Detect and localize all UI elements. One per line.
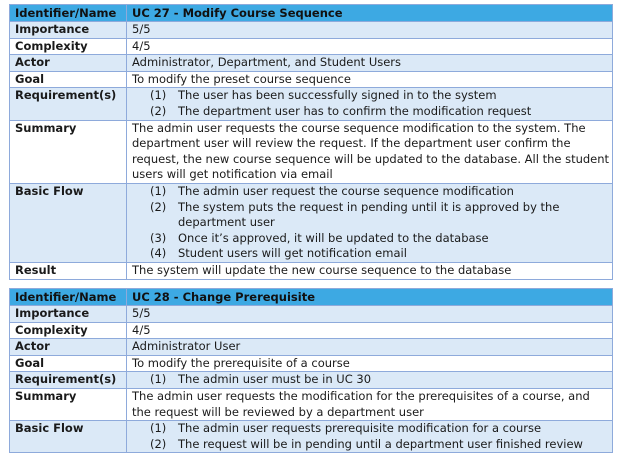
basic-flow-row [10,183,613,262]
item-number: (2) [150,199,167,214]
identifier-row [10,289,613,306]
requirements-list [132,88,612,119]
importance-label: Importance [10,306,127,323]
complexity-value: 4/5 [127,38,613,55]
item-text: The admin user request the course sequence modification [178,183,514,198]
complexity-row [10,38,613,55]
summary-row [10,388,613,420]
list-item [132,246,612,262]
goal-row [10,71,613,88]
item-text: The system puts the request in pending until it is approved by the department user [178,199,560,230]
result-value: The system will update the new course sequence to the database [127,262,613,279]
summary-label: Summary [10,120,127,183]
item-text: The user has been successfully signed in to the system [178,88,497,103]
result-row [10,262,613,279]
importance-value: 5/5 [127,22,613,39]
basic-flow-label: Basic Flow [10,421,127,453]
use-case-table-uc27 [9,4,613,280]
requirements-list [132,372,612,388]
complexity-row [10,322,613,339]
item-text: Once it’s approved, it will be updated to the database [178,230,489,245]
goal-value: To modify the preset course sequence [127,71,613,88]
complexity-label: Complexity [10,38,127,55]
item-number: (1) [150,88,167,103]
actor-row [10,55,613,72]
item-text: The department user has to confirm the modification request [178,103,532,118]
complexity-value: 4/5 [127,322,613,339]
use-case-table-uc28 [9,288,613,453]
goal-label: Goal [10,71,127,88]
list-item [132,437,612,453]
basic-flow-row [10,421,613,453]
item-text: The request will be in pending until a department user finished review [178,436,583,451]
list-item [132,372,612,388]
importance-label: Importance [10,22,127,39]
item-text: The admin user requests prerequisite modification for a course [178,421,542,436]
basic-flow-list [132,421,612,452]
importance-value: 5/5 [127,306,613,323]
requirements-row [10,372,613,389]
list-item [132,184,612,200]
actor-label: Actor [10,55,127,72]
identifier-label: Identifier/Name [10,5,127,22]
actor-value: Administrator, Department, and Student Users [127,55,613,72]
summary-row [10,120,613,183]
summary-value: The admin user requests the modification for the prerequisites of a course, and the request will be reviewed by a department user [127,388,613,420]
item-number: (1) [150,372,167,387]
basic-flow-list [132,184,612,262]
summary-label: Summary [10,388,127,420]
goal-value: To modify the prerequisite of a course [127,355,613,372]
basic-flow-label: Basic Flow [10,183,127,262]
list-item [132,421,612,437]
item-number: (2) [150,436,167,451]
complexity-label: Complexity [10,322,127,339]
item-text: Student users will get notification email [178,246,407,261]
item-number: (1) [150,421,167,436]
requirements-row [10,88,613,120]
summary-value: The admin user requests the course sequence modification to the system. The department user will review the request. If the department user confirm the request, the new course sequence will be updated to the database. All the student users will get notification via email [127,120,613,183]
identifier-value: UC 27 - Modify Course Sequence [127,5,613,22]
actor-label: Actor [10,339,127,356]
item-number: (4) [150,246,167,261]
item-text: The admin user must be in UC 30 [178,372,372,387]
identifier-row [10,5,613,22]
list-item [132,88,612,104]
importance-row [10,22,613,39]
list-item [132,231,612,247]
importance-row [10,306,613,323]
result-label: Result [10,262,127,279]
actor-row [10,339,613,356]
goal-row [10,355,613,372]
item-number: (1) [150,183,167,198]
item-number: (3) [150,230,167,245]
list-item [132,104,612,120]
requirements-label: Requirement(s) [10,88,127,120]
identifier-value: UC 28 - Change Prerequisite [127,289,613,306]
list-item [132,200,612,231]
identifier-label: Identifier/Name [10,289,127,306]
actor-value: Administrator User [127,339,613,356]
requirements-label: Requirement(s) [10,372,127,389]
item-number: (2) [150,103,167,118]
goal-label: Goal [10,355,127,372]
